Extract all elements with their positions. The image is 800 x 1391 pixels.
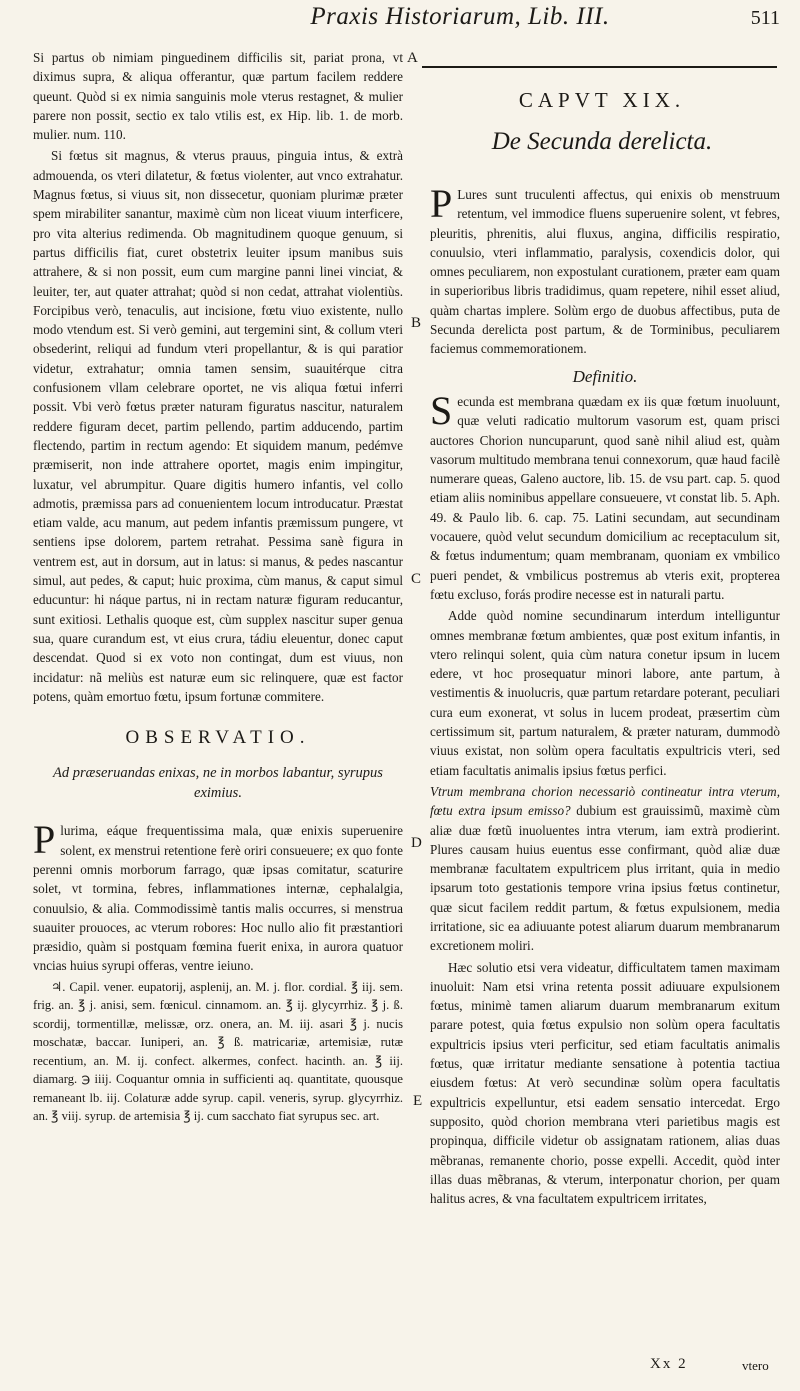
- chapter-subtitle: De Secunda derelicta.: [491, 128, 713, 155]
- observatio-paragraph: [33, 817, 403, 975]
- definitio-heading: Definitio.: [572, 366, 638, 386]
- paragraph-foetus-magnus: Si fœtus sit magnus, & vterus prauus, pinguia intus, & extrà admouenda, os vteri dilatetur, & fœtus violenter, aut vnco extrahatur. Magnus fœtus, si viuus sit, non dissecetur, quoniam plurimæ præter spem mirabiliter sanantur, maximè cùm non liceat viuum interficere, pro vita alterius redimenda. Ob magnitudinem quoque genuum, si partus difficilis fiat, curet obstetrix leuiter ipsum manibus suis attrahere, & si non possit, eum cum margine panni linei vinciat, & leuiter, ter, aut quater attrahat; quòd si non cedat, attrahat violentiùs. Forcipibus verò, tenaculis, aut incisione, fœtu viuo existente, nullo modo vtendum est. Si verò gemini, aut tergemini sint, & collum vteri obsederint, reliqui ad fundum vteri propellantur, & is qui paratior videtur, extrahatur; omnia tamen sensim, suauitérque citra confusionem vllam celebrare oportet, ne vis aliqua fœtui inferri possit. Vbi verò fœtus præter naturam figuratus nascitur, naturalem reddere figuram decet, partim pellendo, partim adducendo, partim flectendo, partim in rectum agendo: Et siquidem manum, pedémve præmiserit, non inde attrahere oportet, magis enim impingitur, luxatur, vel abrumpitur. Quare digitis humero infantis, vel collo admotis, præmissa pars ad conuenientem locum introducatur. Præstat etiam valde, acu manum, aut pedem infantis præmissum pungere, vt sentiens ipse dolorem, partem retrahat. Pessima sanè figura in ventrem est, aut in dorsum, aut in latus: si manus, & pedes nascantur simul, aut pedes, & caput; huic proxima, cùm manus, & caput simul educuntur: hi náque partus, ni in rectam naturæ figuram reducantur, sunt exitiosi. Lethalis quoque est, cùm supplex nascitur super genua sua, quare curandum est, vt eius crura, tádiu eleuentur, donec caput descendat. Quod si ex voto non contingat, dum est viuus, non incidatur: nã meliùs est naturæ eum sic relinquere, quæ est factor potens, quàm emortuo fœtu, ipsum fortunæ commitere.: [33, 148, 403, 704]
- margin-letter-e: E: [413, 1093, 423, 1109]
- left-column: [33, 48, 403, 1128]
- paragraph-question: [430, 782, 780, 956]
- page-footer: [0, 1356, 800, 1386]
- page-number: 511: [750, 7, 780, 29]
- drop-cap: S: [430, 387, 453, 433]
- signature-mark: Xx 2: [650, 1356, 688, 1372]
- catchword: vtero: [742, 1358, 769, 1373]
- definitio-paragraph: [430, 387, 780, 604]
- observatio-subtitle: Ad præseruandas enixas, ne in morbos labantur, syrupus eximius.: [53, 765, 383, 802]
- definitio-text: ecunda est membrana quædam ex iis quæ fœtum inuoluunt, quæ veluti radicatio multorum vasorum est, quam prisci auctores Chorion nuncuparunt, quod sanè nihil aliud est, quàm vasorum multitudo membrana tenui connexorum, quæ haud facilè numerare queas, Galeno auctore, lib. 15. de vsu part. cap. 5. quod etiam aliis nominibus appellare consueuere, vt constat lib. 5. Aph. 49. & Paulo lib. 6. cap. 75. Latini secundam, aut secundinam vocauere, quòd velut secundum domicilium ac receptaculum sit, & fœtus indumentum; quam membranam, quoniam ex vmbilico pueri pendet, & vmbilicus postremus ab vteris exit, propterea fœtu excluso, forás prodire necesse est in naturali partu.: [430, 393, 780, 602]
- question-text: dubium est grauissimũ, maximè cùm aliæ duæ fœtũ inuoluentes intra vterum, iam extrà prodierint. Plures causam huius euentus esse confirmant, quòd aliæ duæ membranæ facultatem expultricem plus irritant, quia in medio ipsarum toto gestationis tempore vrina ipsius fœtus continetur, quæ sicut facilem reddit partum, & fœtus expulsionem, media irritatione, sic ea adiuuante potest aliarum duarum membranarum excretionem moliri.: [430, 803, 780, 954]
- margin-letter-c: C: [411, 571, 422, 587]
- paragraph-secundinae: Adde quòd nomine secundinarum interdum intelliguntur omnes membranæ fœtum ambientes, quæ post exitum infantis, in vtero relinqui solent, quia cùm natura conetur ipsum in lucem edere, vt hoc prosequatur minori labore, ante partum, à vestimentis & inuolucris, quæ partum retardare poterant, peculiari cura eum exonerat, vt solus in lucem prodeat, præsertim cùm certissimum sit, partum naturalem, & præter naturam, dummodò viuus existat, non solùm opera facultatis expultricis vteri, sed etiam facultatis animalis ipsius fœtus perfici.: [430, 608, 780, 778]
- margin-letter-b: B: [411, 315, 422, 331]
- paragraph-solutio: Hæc solutio etsi vera videatur, difficultatem tamen maximam inuoluit: Nam etsi vrina retenta possit adiuuare expulsionem fœtus, minimè tamen aliarum duarum membranarum exitum parare potest, quia fœtus expulsio non solùm opera facultatis expultricis ipsius vteri perficitur, sed etiam facultatis animalis fœtus, quæ irritatur mediante sensatione à potentia tactiua eiusdem fœtus: At verò secundinæ solùm opera facultatis expultricis expelluntur, etsi eadem sensatio intercedat. Ergo supposito, quòd chorion membrana vteri parietibus magis est propinqua, difficile videtur ob assignatam rationem, alias duas mẽbranas, remanente chorio, posse expelli. Accedit, quòd inter illas duas mẽbranas, & vterum, interponatur chorion, per quam halitus acres, & vna facultatem expultricem irritates,: [430, 959, 780, 1207]
- observatio-heading: OBSERVATIO.: [125, 727, 311, 749]
- question-italic: Vtrum membrana chorion necessariò contineatur intra vterum, fœtu extra ipsum emisso?: [430, 783, 780, 819]
- running-title: Praxis Historiarum, Lib. III.: [310, 3, 610, 30]
- header-rule: [422, 66, 777, 68]
- margin-letter-d: D: [411, 835, 422, 851]
- intro-text: Lures sunt truculenti affectus, qui enixis ob menstruum retentum, vel immodice fluens superuenire solent, vt febres, pleuritis, phrenitis, alui fluxus, angina, difficilis respiratio, conuulsio, vteri inflammatio, paralysis, coxendicis dolor, qui omnes peculiarem, non expostulant curationem, præter eam quam in superioribus libris tradidimus, quam repetere, nihil esset aliud, quàm chartas implere. Solùm ergo de duobus affectibus, puta de Secunda derelicta post partum, & de Torminibus, peculiarem faciemus commemorationem.: [430, 187, 780, 357]
- syrup-recipe: ♃. Capil. vener. eupatorij, asplenij, an. M. j. flor. cordial. ℥ iij. sem. frig. an. ℥ j. anisi, sem. fœnicul. cinnamom. an. ℥ ij. glycyrrhiz. ℥ j. ß. scordij, tormentillæ, melissæ, orz. onera, an. M. iij. asari ℥ j. nucis moschatæ, baccar. Iuniperi, an. ℥ ß. matricariæ, artemisiæ, rutæ recentium, an. M. ij. confect. alkermes, confect. hacinth. an. ℥ iij. diamarg. ℈ iiij. Coquantur omnia in sufficienti aq. quantitate, quousque remaneant lb. iij. Colaturæ adde syrup. capil. veneris, syrup. glycyrrhiz. an. ℥ viij. syrup. de artemisia ℥ ij. cum sacchato fiat syrupus sec. art.: [33, 979, 403, 1124]
- paragraph-partus-pinguedo: Si partus ob nimiam pinguedinem difficilis sit, pariat prona, vt diximus supra, & aliqua offerantur, quæ partum facilem reddere queunt. Quòd si ex nimia sanguinis mole vterus restagnet, & mulier parere non possit, sectio ex talo vtilis est, ex Hip. lib. 1. de morb. mulier. num. 110.: [33, 50, 403, 143]
- drop-cap: P: [33, 817, 56, 863]
- right-column: [430, 181, 780, 1210]
- drop-cap: P: [430, 181, 453, 226]
- margin-letter-a: A: [407, 50, 418, 66]
- intro-paragraph: [430, 181, 780, 359]
- chapter-title: CAPVT XIX.: [518, 88, 686, 112]
- observatio-text: lurima, eáque frequentissima mala, quæ enixis superuenire solent, ex menstrui retentione ferè oriri consueuere; ex quo fonte perenni omnis morborum farrago, quæ ipsas comitatur, scaturire solet, vt tormina, febres, inflammationes internæ, cephalalgia, conuulsio, & alia. Commodissimè tantis malis occurres, si menstrua suauiter prouoces, ac vterum robores: Hoc nullo alio fit præstantiori præsidio, quàm si postquam fœmina fuerit enixa, in aurora quatuor vncias huius syrupi offeras, ventre ieiuno.: [33, 823, 403, 974]
